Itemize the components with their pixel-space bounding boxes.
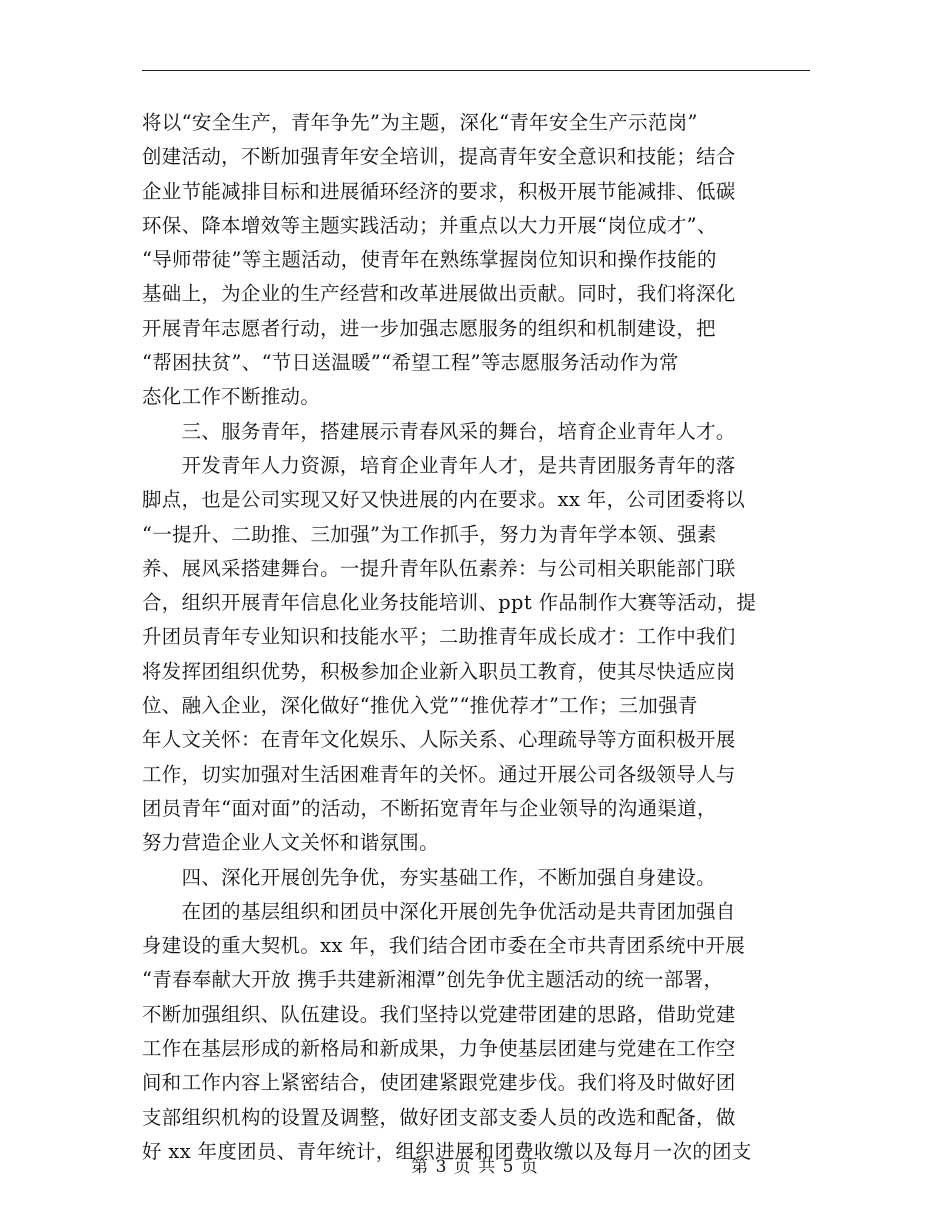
text-line: “青春奉献大开放 携手共建新湘潭”创先争优主题活动的统一部署， bbox=[142, 968, 724, 992]
text-line: 位、融入企业，深化做好“推优入党”“推优荐才”工作；三加强青 bbox=[142, 694, 698, 718]
text-line: 将发挥团组织优势，积极参加企业新入职员工教育，使其尽快适应岗 bbox=[142, 659, 736, 683]
text-line: 支部组织机构的设置及调整，做好团支部支委人员的改选和配备，做 bbox=[142, 1105, 736, 1129]
text-line: “帮困扶贫”、“节日送温暖”“希望工程”等志愿服务活动作为常 bbox=[142, 351, 679, 375]
text-line: “一提升、二助推、三加强”为工作抓手，努力为青年学本领、强素 bbox=[142, 522, 717, 546]
text-line: 工作，切实加强对生活困难青年的关怀。通过开展公司各级领导人与 bbox=[142, 762, 736, 786]
text-line: 好 xx 年度团员、青年统计，组织进展和团费收缴以及每月一次的团支 bbox=[142, 1139, 752, 1163]
section-heading: 四、深化开展创先争优，夯实基础工作，不断加强自身建设。 bbox=[142, 865, 716, 889]
page-number-footer: 第 3 页 共 5 页 bbox=[411, 1157, 539, 1177]
text-line: 开展青年志愿者行动，进一步加强志愿服务的组织和机制建设，把 bbox=[142, 316, 716, 340]
text-line: 创建活动，不断加强青年安全培训，提高青年安全意识和技能；结合 bbox=[142, 145, 736, 169]
text-line: 环保、降本增效等主题实践活动；并重点以大力开展“岗位成才”、 bbox=[142, 213, 717, 237]
document-body bbox=[142, 106, 822, 1169]
text-line: 年人文关怀：在青年文化娱乐、人际关系、心理疏导等方面积极开展 bbox=[142, 728, 736, 752]
header-rule bbox=[142, 70, 810, 71]
text-line: 间和工作内容上紧密结合，使团建紧跟党建步伐。我们将及时做好团 bbox=[142, 1071, 736, 1095]
text-line: 态化工作不断推动。 bbox=[142, 385, 321, 409]
text-line: 企业节能减排目标和进展循环经济的要求，积极开展节能减排、低碳 bbox=[142, 179, 736, 203]
text-line: 开发青年人力资源，培育企业青年人才，是共青团服务青年的落 bbox=[142, 453, 736, 477]
text-line: 将以“安全生产，青年争先”为主题，深化“青年安全生产示范岗” bbox=[142, 111, 698, 134]
text-line: 工作在基层形成的新格局和新成果，力争使基层团建与党建在工作空 bbox=[142, 1037, 736, 1061]
text-line: 在团的基层组织和团员中深化开展创先争优活动是共青团加强自 bbox=[142, 899, 736, 923]
text-line: 合，组织开展青年信息化业务技能培训、ppt 作品制作大赛等活动，提 bbox=[142, 591, 757, 615]
text-line: 身建设的重大契机。xx 年，我们结合团市委在全市共青团系统中开展 bbox=[142, 934, 746, 958]
text-line: 脚点，也是公司实现又好又快进展的内在要求。xx 年，公司团委将以 bbox=[142, 488, 746, 512]
text-line: 不断加强组织、队伍建设。我们坚持以党建带团建的思路，借助党建 bbox=[142, 1002, 736, 1026]
text-line: “导师带徒”等主题活动，使青年在熟练掌握岗位知识和操作技能的 bbox=[142, 248, 717, 272]
text-line: 养、展风采搭建舞台。一提升青年队伍素养：与公司相关职能部门联 bbox=[142, 556, 736, 580]
text-line: 基础上，为企业的生产经营和改革进展做出贡献。同时，我们将深化 bbox=[142, 282, 736, 306]
text-line: 努力营造企业人文关怀和谐氛围。 bbox=[142, 831, 439, 855]
text-line: 升团员青年专业知识和技能水平；二助推青年成长成才：工作中我们 bbox=[142, 625, 736, 649]
section-heading: 三、服务青年，搭建展示青春风采的舞台，培育企业青年人才。 bbox=[142, 419, 736, 443]
text-line: 团员青年“面对面”的活动，不断拓宽青年与企业领导的沟通渠道， bbox=[142, 796, 717, 820]
